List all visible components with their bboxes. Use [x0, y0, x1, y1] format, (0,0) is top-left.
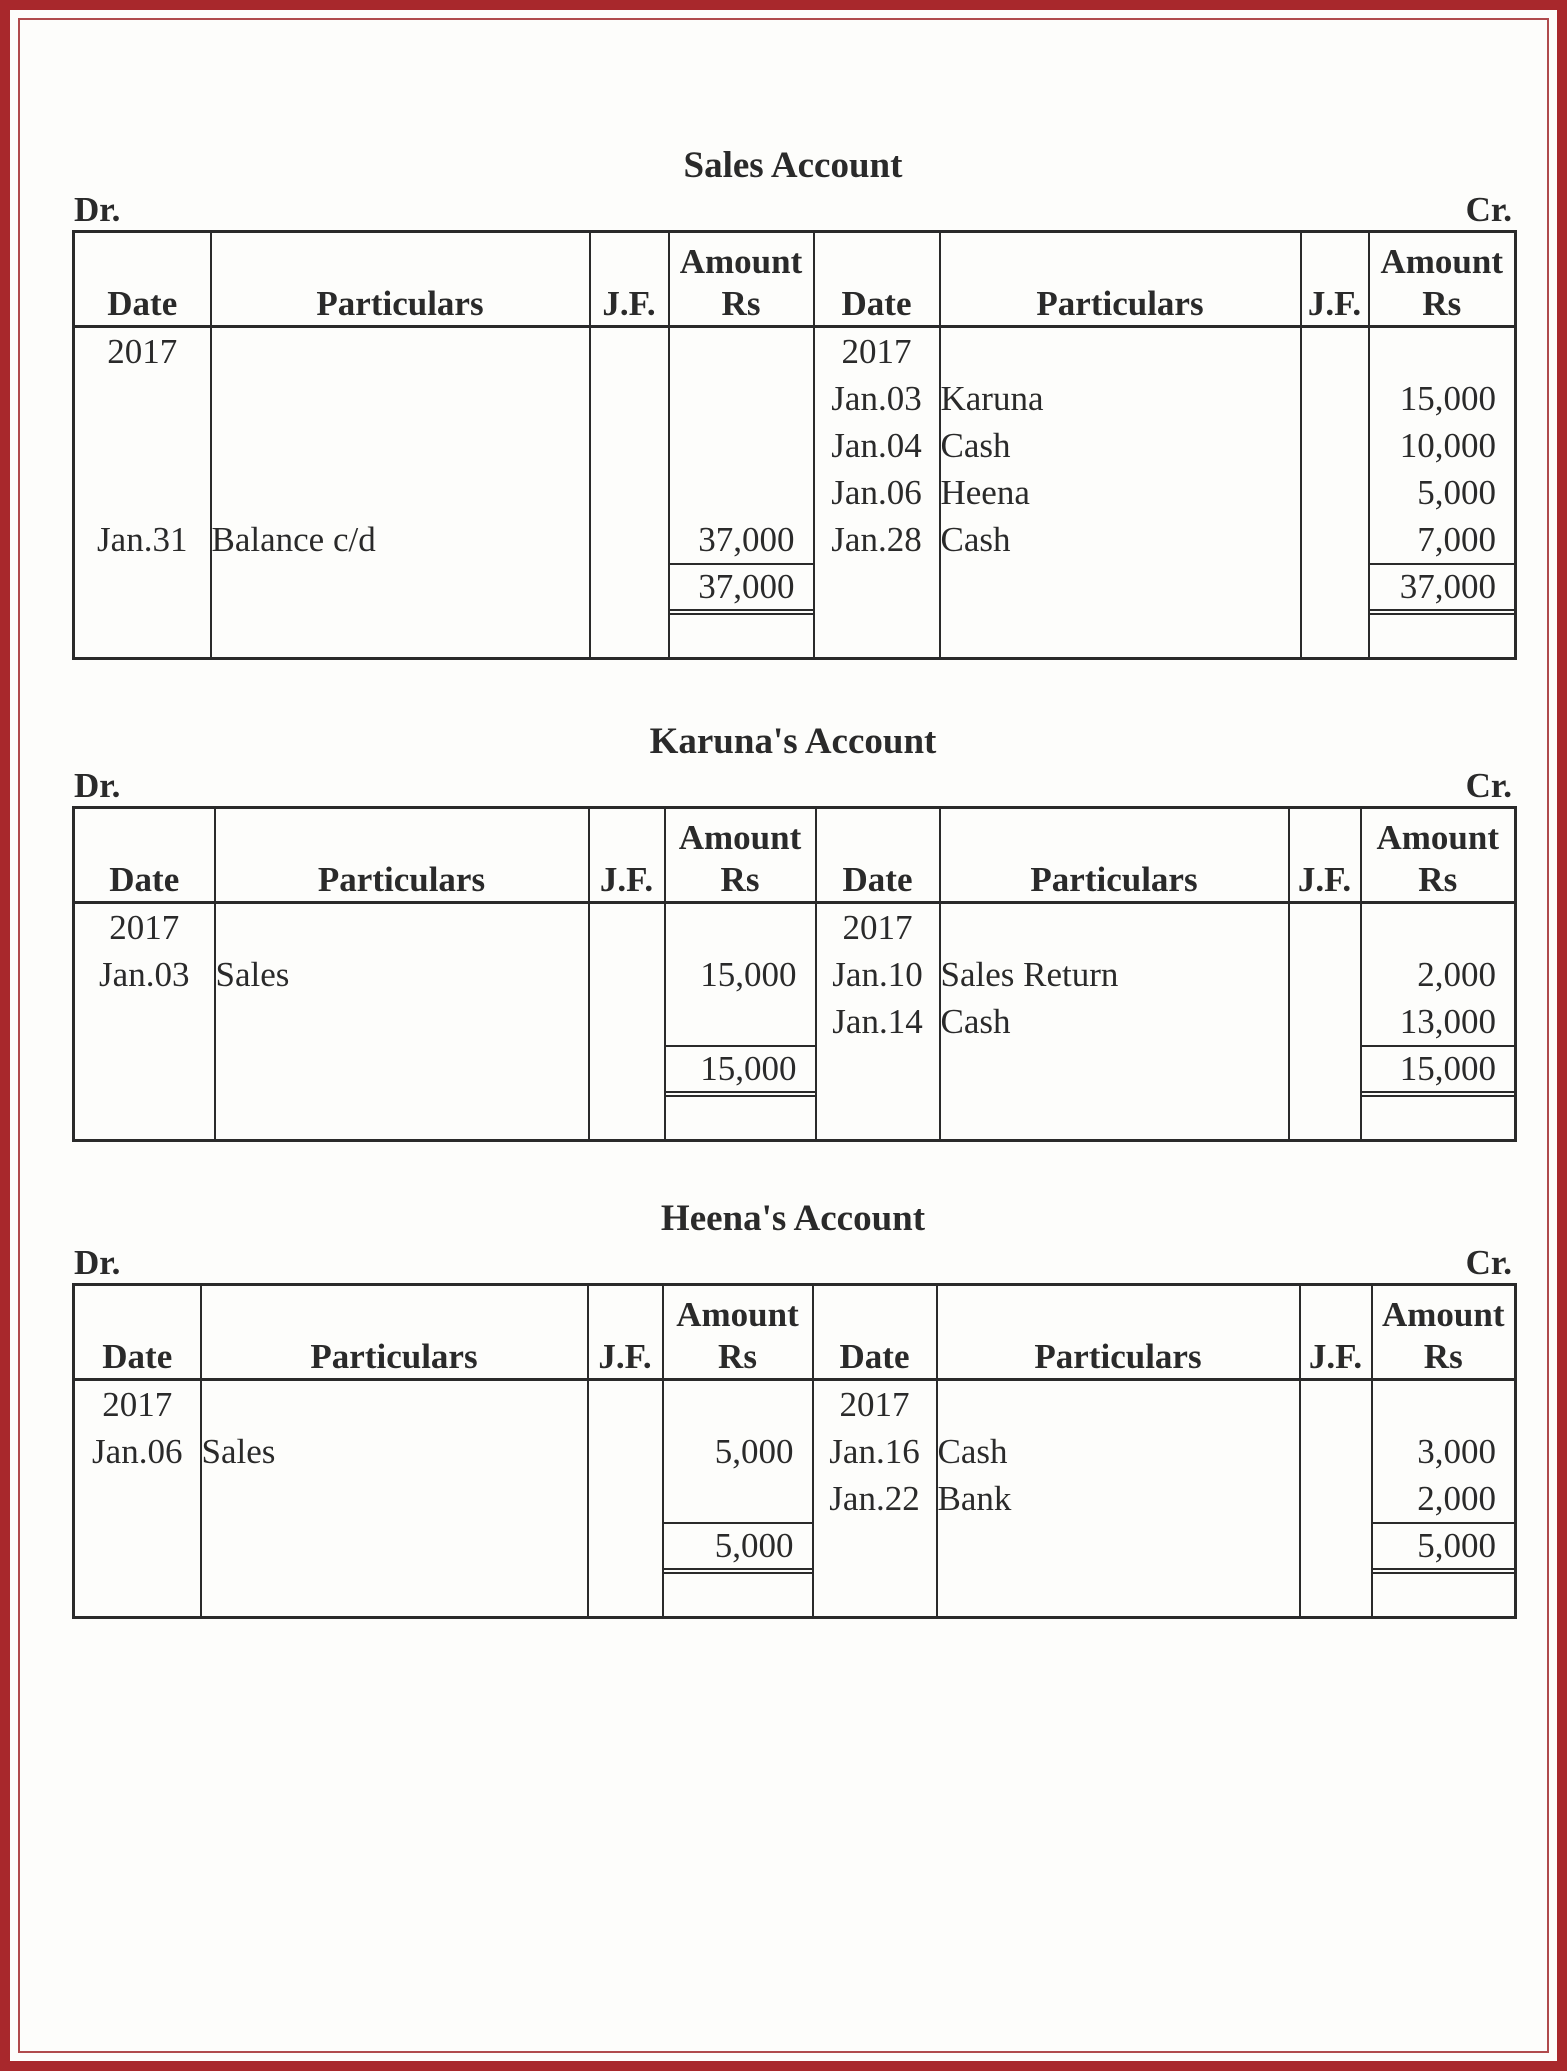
- ledger-table: [72, 230, 1517, 660]
- account-title: Karuna's Account: [649, 721, 937, 762]
- debit-particulars-column: Sales: [215, 903, 589, 1141]
- debit-total: 37,000: [670, 563, 813, 615]
- ledger-body-row: [74, 327, 1516, 659]
- header-date: Date: [816, 808, 940, 903]
- cr-label: Cr.: [1465, 766, 1512, 805]
- credit-jf-column: [1301, 327, 1369, 659]
- credit-jf-column: [1289, 903, 1361, 1141]
- debit-date-column: 2017 Jan.03: [74, 903, 215, 1141]
- debit-date-column: 2017 Jan.31: [74, 327, 211, 659]
- debit-jf-column: [588, 1380, 663, 1618]
- sales-account: [72, 142, 1514, 660]
- header-jf: J.F.: [1300, 1285, 1372, 1380]
- credit-total: 15,000: [1362, 1045, 1515, 1097]
- debit-amount-column: 5,000 5,000: [663, 1380, 813, 1618]
- account-title: Heena's Account: [660, 1198, 926, 1239]
- header-amount: Amount Rs: [1372, 1285, 1516, 1380]
- debit-amount-column: 37,000 37,000: [669, 327, 814, 659]
- dr-cr-row: [72, 1243, 1514, 1283]
- ledger-table: [72, 806, 1517, 1142]
- ledger-body-row: [74, 1380, 1516, 1618]
- credit-total: 5,000: [1373, 1522, 1515, 1574]
- heena-account: [72, 1195, 1514, 1619]
- credit-date-column: 2017 Jan.03 Jan.04 Jan.06 Jan.28: [814, 327, 940, 659]
- header-particulars: Particulars: [215, 808, 589, 903]
- header-amount: Amount Rs: [1369, 232, 1516, 327]
- debit-amount-column: 15,000 15,000: [665, 903, 816, 1141]
- account-title: Sales Account: [683, 145, 903, 186]
- debit-jf-column: [589, 903, 665, 1141]
- debit-jf-column: [590, 327, 669, 659]
- header-date: Date: [813, 1285, 937, 1380]
- header-amount: Amount Rs: [669, 232, 814, 327]
- credit-particulars-column: Karuna Cash Heena Cash: [940, 327, 1301, 659]
- ledger-table: [72, 1283, 1517, 1619]
- header-jf: J.F.: [1301, 232, 1369, 327]
- credit-amount-column: 15,000 10,000 5,000 7,000 37,000: [1369, 327, 1516, 659]
- header-jf: J.F.: [589, 808, 665, 903]
- credit-particulars-column: Cash Bank: [937, 1380, 1300, 1618]
- header-particulars: Particulars: [940, 232, 1301, 327]
- header-jf: J.F.: [590, 232, 669, 327]
- header-date: Date: [74, 232, 211, 327]
- credit-total: 37,000: [1370, 563, 1515, 615]
- header-jf: J.F.: [588, 1285, 663, 1380]
- dr-label: Dr.: [74, 190, 121, 229]
- ledger-header-row: [74, 1285, 1516, 1380]
- debit-particulars-column: Balance c/d: [211, 327, 590, 659]
- dr-label: Dr.: [74, 766, 121, 805]
- credit-date-column: 2017 Jan.16 Jan.22: [813, 1380, 937, 1618]
- header-amount: Amount Rs: [665, 808, 816, 903]
- debit-total: 5,000: [664, 1522, 812, 1574]
- header-particulars: Particulars: [201, 1285, 588, 1380]
- header-particulars: Particulars: [211, 232, 590, 327]
- header-jf: J.F.: [1289, 808, 1361, 903]
- header-date: Date: [74, 1285, 201, 1380]
- ledger-header-row: [74, 808, 1516, 903]
- credit-amount-column: 3,000 2,000 5,000: [1372, 1380, 1516, 1618]
- credit-date-column: 2017 Jan.10 Jan.14: [816, 903, 940, 1141]
- header-particulars: Particulars: [937, 1285, 1300, 1380]
- debit-particulars-column: Sales: [201, 1380, 588, 1618]
- ledger-header-row: [74, 232, 1516, 327]
- cr-label: Cr.: [1465, 1243, 1512, 1282]
- header-particulars: Particulars: [940, 808, 1289, 903]
- credit-particulars-column: Sales Return Cash: [940, 903, 1289, 1141]
- credit-jf-column: [1300, 1380, 1372, 1618]
- header-date: Date: [74, 808, 215, 903]
- dr-cr-row: [72, 190, 1514, 230]
- ledger-body-row: [74, 903, 1516, 1141]
- header-date: Date: [814, 232, 940, 327]
- karuna-account: [72, 718, 1514, 1142]
- header-amount: Amount Rs: [1361, 808, 1516, 903]
- header-amount: Amount Rs: [663, 1285, 813, 1380]
- dr-cr-row: [72, 766, 1514, 806]
- dr-label: Dr.: [74, 1243, 121, 1282]
- credit-amount-column: 2,000 13,000 15,000: [1361, 903, 1516, 1141]
- debit-total: 15,000: [666, 1045, 815, 1097]
- debit-date-column: 2017 Jan.06: [74, 1380, 201, 1618]
- cr-label: Cr.: [1465, 190, 1512, 229]
